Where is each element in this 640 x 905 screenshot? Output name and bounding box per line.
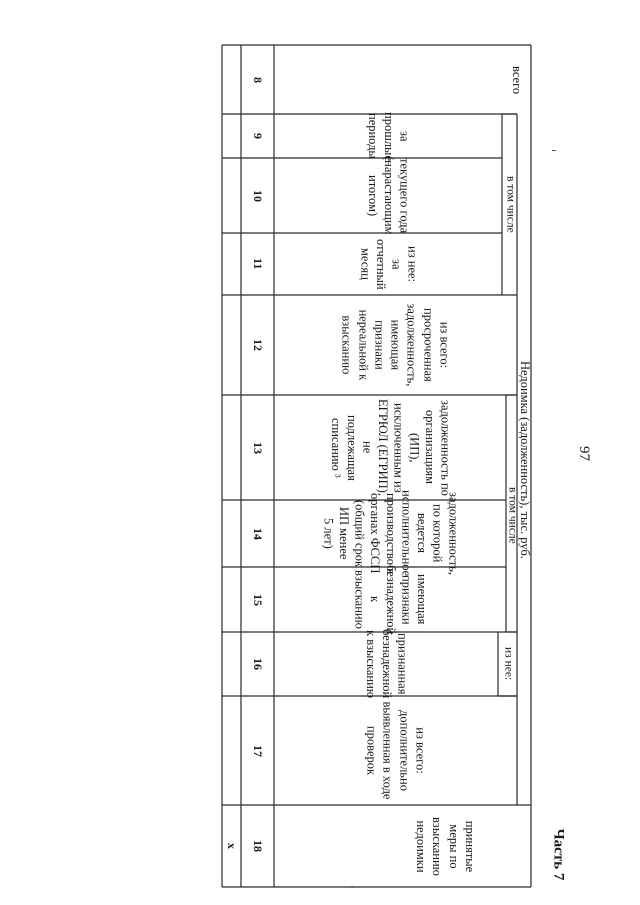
header-in-total-a: в том числе (504, 175, 517, 233)
column-number-11: 11 (251, 258, 265, 270)
header-col17: из всего: дополнительно выявленная в ходе проверок (364, 701, 427, 800)
column-number-12: 12 (251, 339, 265, 351)
column-number-13: 13 (251, 441, 265, 454)
header-col13: задолженность по организациям (ИП), исключенным из ЕГРЮЛ (ЕГРИП), не подлежащая списанию ³ (329, 399, 453, 496)
header-from-it: из нее: (502, 647, 515, 681)
x-mark-cell: х (225, 843, 239, 849)
column-number-10: 10 (251, 189, 265, 202)
header-col9: за прошлые периоды (366, 111, 412, 161)
header-col12: из всего: просроченная задолженность, имеющая признаки нереальной к взысканию (339, 303, 452, 387)
page-number: 97 (576, 446, 592, 461)
column-number-18: 18 (251, 840, 265, 852)
column-number-9: 9 (251, 133, 265, 139)
header-col14: задолженность, по которой ведется исполнительное производство в органах ФССП (общий срок ИП менее 5 лет) (321, 490, 461, 577)
column-number-15: 15 (251, 593, 265, 606)
scan-mark (552, 150, 556, 151)
header-col10: текущего года (нарастающим итогом) (366, 156, 412, 235)
column-number-17: 17 (251, 744, 265, 757)
header-col8-total: всего (509, 65, 524, 95)
header-col16: признанная безнадежной к взысканию (364, 629, 410, 699)
column-number-8: 8 (251, 76, 265, 83)
column-number-16: 16 (251, 658, 265, 670)
scan-mark (351, 886, 354, 887)
header-col18: принятые меры по взысканию недоимки (414, 816, 477, 876)
part-label: Часть 7 (550, 828, 567, 881)
header-col11: из нее: за отчетный месяц (358, 238, 420, 290)
header-col15: имеющая признаки безнадежной к взысканию (352, 564, 430, 635)
table-title: Недоимка (задолженность), тыс. руб. (517, 360, 532, 559)
column-number-14: 14 (251, 527, 265, 540)
header-in-total-b: в том числе (506, 486, 519, 544)
